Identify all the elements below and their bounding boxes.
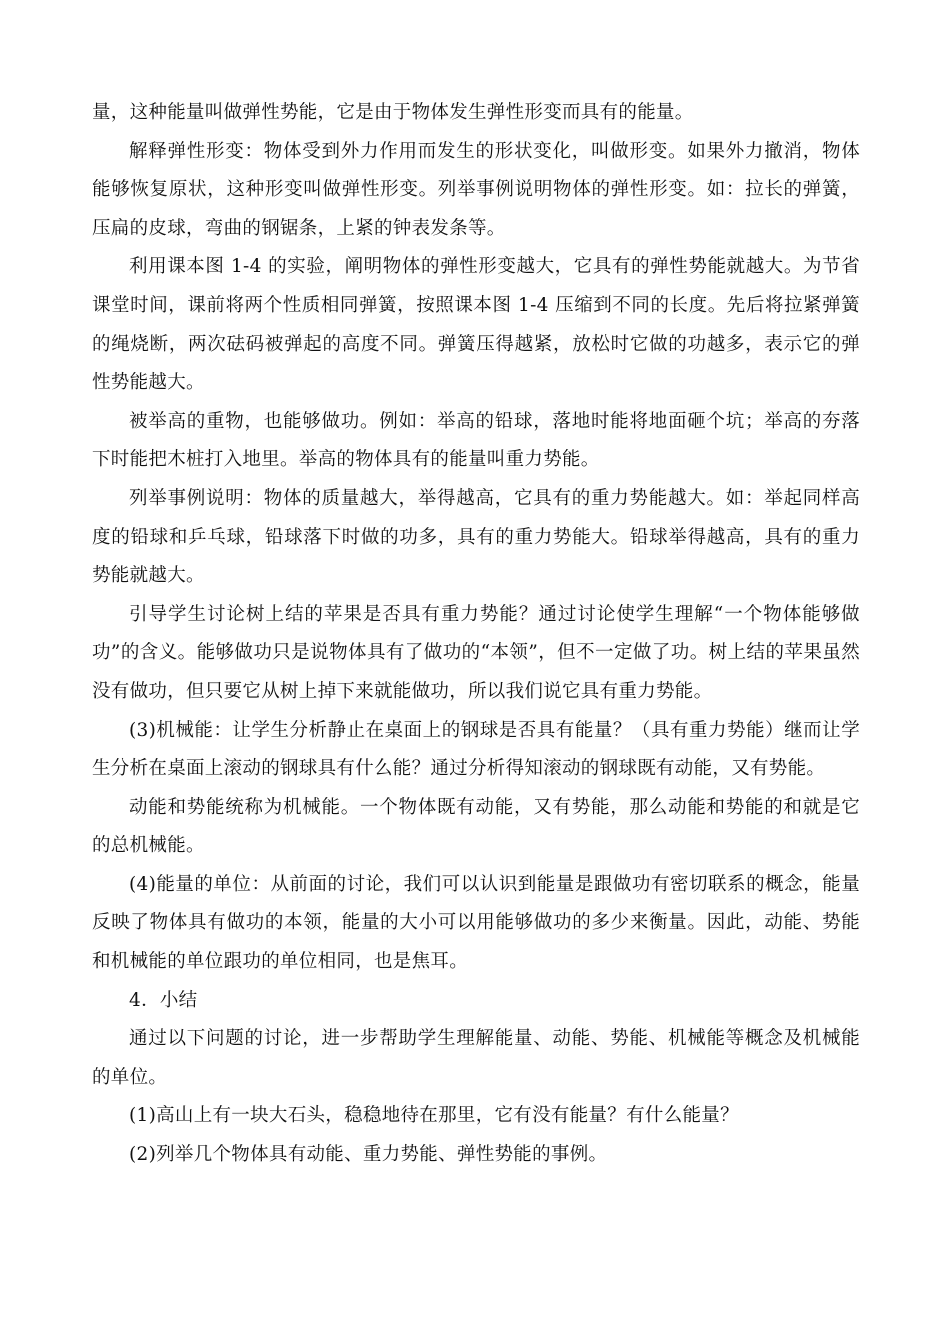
paragraph-apple-discussion: 引导学生讨论树上结的苹果是否具有重力势能？通过讨论使学生理解“一个物体能够做功”的含义。能够做功只是说物体具有了做功的“本领”，但不一定做了功。树上结的苹果虽然没有做功，但只要它从树上掉下来就能做功，所以我们说它具有重力势能。 [92, 603, 860, 702]
question-item-1: (1)高山上有一块大石头，稳稳地待在那里，它有没有能量？有什么能量？ [129, 1105, 739, 1127]
paragraph-elastic-energy-definition: 量，这种能量叫做弹性势能，它是由于物体发生弹性形变而具有的能量。 [92, 102, 694, 123]
document-body [92, 94, 860, 1175]
paragraph-spring-experiment: 利用课本图 1-4 的实验，阐明物体的弹性形变越大，它具有的弹性势能就越大。为节省课堂时间，课前将两个性质相同弹簧，按照课本图 1-4 压缩到不同的长度。先后将拉紧弹簧的绳烧断，两次砝码被弹起的高度不同。弹簧压得越紧，放松时它做的功越多，表示它的弹性势能越大。 [92, 256, 860, 394]
paragraph-energy-unit: (4)能量的单位：从前面的讨论，我们可以认识到能量是跟做功有密切联系的概念，能量反映了物体具有做功的本领，能量的大小可以用能够做功的多少来衡量。因此，动能、势能和机械能的单位跟功的单位相同，也是焦耳。 [92, 873, 860, 973]
paragraph-mechanical-energy: (3)机械能：让学生分析静止在桌面上的钢球是否具有能量？（具有重力势能）继而让学生分析在桌面上滚动的钢球具有什么能？通过分析得知滚动的钢球既有动能，又有势能。 [92, 719, 860, 780]
section-heading-summary: 4．小结 [129, 989, 198, 1011]
paragraph-elastic-deformation: 解释弹性形变：物体受到外力作用而发生的形状变化，叫做形变。如果外力撤消，物体能够恢复原状，这种形变叫做弹性形变。列举事例说明物体的弹性形变。如：拉长的弹簧，压扁的皮球，弯曲的钢锯条，上紧的钟表发条等。 [92, 140, 860, 239]
paragraph-gravitational-energy: 被举高的重物，也能够做功。例如：举高的铅球，落地时能将地面砸个坑；举高的夯落下时能把木桩打入地里。举高的物体具有的能量叫重力势能。 [92, 410, 860, 471]
paragraph-mass-height-examples: 列举事例说明：物体的质量越大，举得越高，它具有的重力势能越大。如：举起同样高度的铅球和乒乓球，铅球落下时做的功多，具有的重力势能大。铅球举得越高，具有的重力势能就越大。 [92, 487, 860, 587]
paragraph-total-mechanical-energy: 动能和势能统称为机械能。一个物体既有动能，又有势能，那么动能和势能的和就是它的总机械能。 [92, 796, 860, 857]
paragraph-summary-intro: 通过以下问题的讨论，进一步帮助学生理解能量、动能、势能、机械能等概念及机械能的单位。 [92, 1028, 860, 1088]
question-item-2: (2)列举几个物体具有动能、重力势能、弹性势能的事例。 [129, 1144, 608, 1166]
